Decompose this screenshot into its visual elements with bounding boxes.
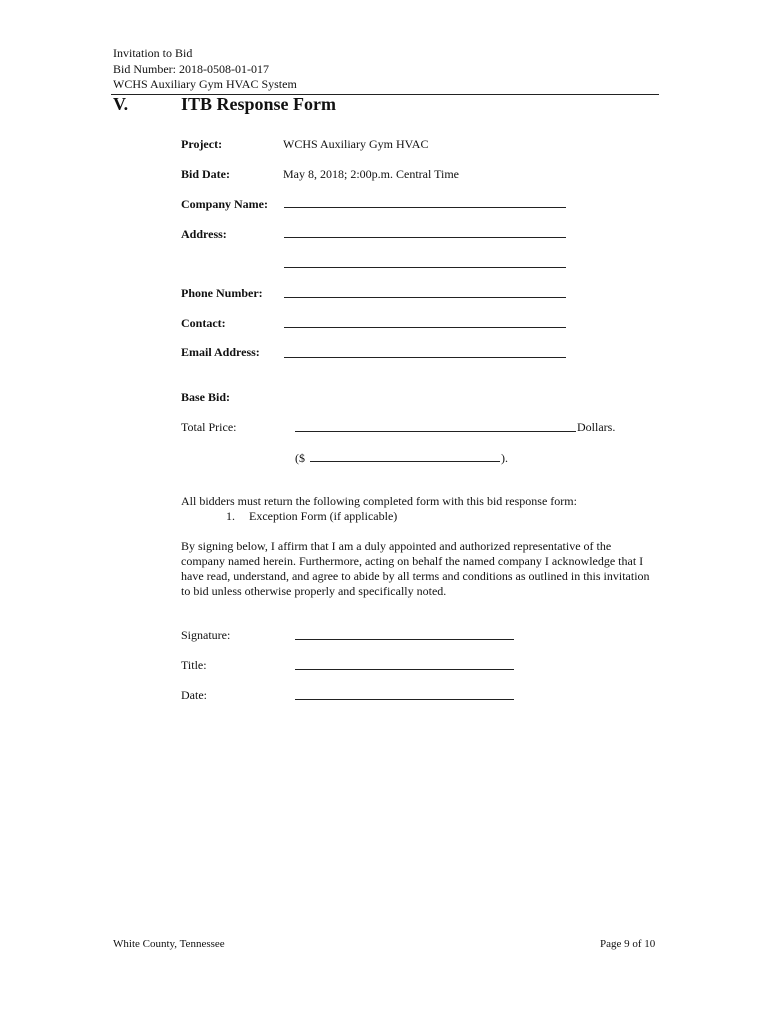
- title-field[interactable]: [295, 669, 514, 670]
- footer-county: White County, Tennessee: [113, 938, 225, 950]
- phone-number-field[interactable]: [284, 297, 566, 298]
- company-name-field[interactable]: [284, 207, 566, 208]
- section-title: ITB Response Form: [181, 94, 337, 114]
- instructions-intro: All bidders must return the following completed form with this bid response form:: [181, 494, 577, 508]
- footer-page-number: Page 9 of 10: [600, 938, 656, 950]
- affirmation-paragraph: By signing below, I affirm that I am a duly appointed and authorized representative of the company named herein. Furthermore, acting on behalf the named company I acknowledge that I have read, understand, and agree to abide by all terms and conditions as outlined in this invitation to bid unless otherwise properly and specifically noted.: [181, 539, 650, 598]
- section-number: V.: [113, 94, 129, 114]
- header-line-1: Invitation to Bid: [113, 46, 193, 60]
- total-price-words-field[interactable]: [295, 431, 576, 432]
- bid-date-value: May 8, 2018; 2:00p.m. Central Time: [283, 167, 460, 181]
- dollars-suffix: Dollars.: [577, 420, 616, 434]
- phone-number-label: Phone Number:: [181, 286, 263, 300]
- address-label: Address:: [181, 227, 227, 241]
- bid-date-label: Bid Date:: [181, 167, 230, 181]
- company-name-label: Company Name:: [181, 197, 268, 211]
- header-bid-number: Bid Number: 2018-0508-01-017: [113, 62, 269, 76]
- title-label: Title:: [181, 658, 207, 672]
- signature-field[interactable]: [295, 639, 514, 640]
- signature-label: Signature:: [181, 628, 231, 642]
- email-address-label: Email Address:: [181, 345, 260, 359]
- total-price-label: Total Price:: [181, 420, 237, 434]
- email-address-field[interactable]: [284, 357, 566, 358]
- base-bid-label: Base Bid:: [181, 390, 231, 404]
- contact-field[interactable]: [284, 327, 566, 328]
- project-value: WCHS Auxiliary Gym HVAC: [283, 137, 429, 151]
- project-label: Project:: [181, 137, 223, 151]
- date-field[interactable]: [295, 699, 514, 700]
- address-field-line-2[interactable]: [284, 267, 566, 268]
- numeric-price-field[interactable]: [310, 461, 500, 462]
- instruction-item-number: 1.: [226, 509, 235, 523]
- instruction-item-text: Exception Form (if applicable): [249, 509, 398, 523]
- date-label: Date:: [181, 688, 207, 702]
- address-field-line-1[interactable]: [284, 237, 566, 238]
- numeric-price-open: ($: [295, 451, 305, 465]
- header-project-name: WCHS Auxiliary Gym HVAC System: [113, 77, 297, 91]
- contact-label: Contact:: [181, 316, 226, 330]
- numeric-price-close: ).: [501, 451, 508, 465]
